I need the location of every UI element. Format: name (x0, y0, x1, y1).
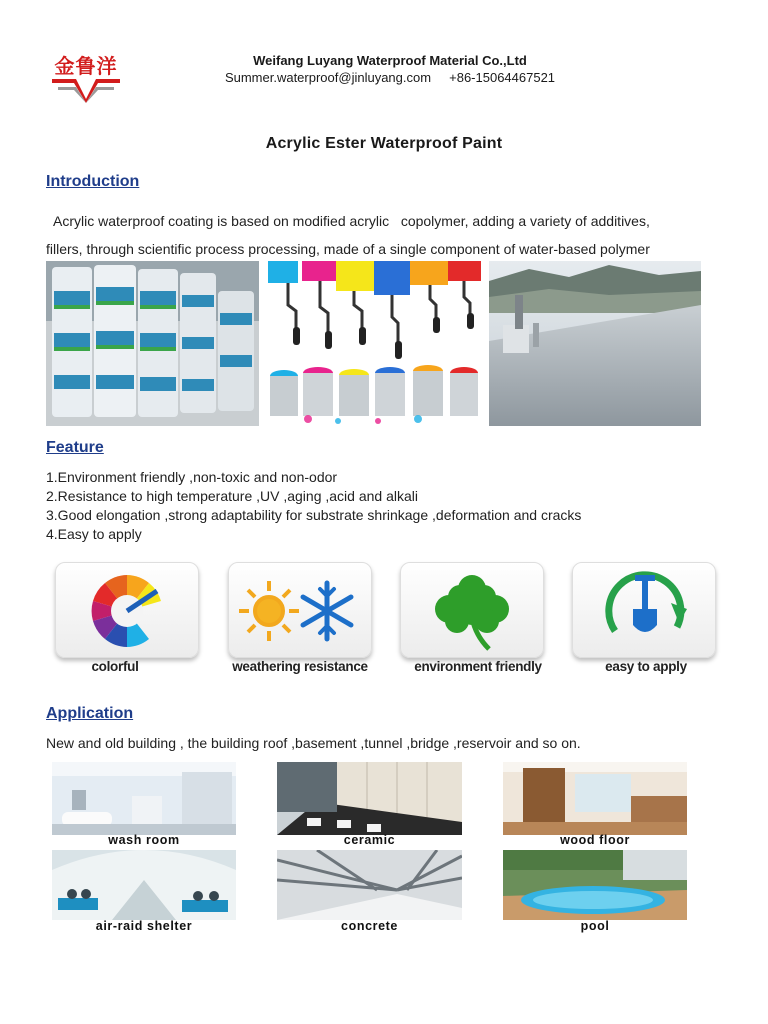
feature-card-colorful (55, 562, 199, 658)
caption-wood-floor: wood floor (560, 833, 630, 847)
section-heading-application: Application (46, 705, 134, 722)
caption-concrete: concrete (341, 919, 398, 933)
photo-wash-room (52, 762, 236, 835)
photo-paint-buckets (46, 261, 259, 426)
section-heading-feature: Feature (46, 439, 104, 456)
photo-paint-rollers (268, 261, 481, 426)
company-logo (46, 50, 126, 106)
feature-item-2: 2.Resistance to high temperature ,UV ,aging ,acid and alkali (46, 488, 418, 504)
feature-card-environment (400, 562, 544, 658)
contact-email: Summer.waterproof@jinluyang.com (224, 70, 432, 85)
sun-snowflake-icon (237, 577, 363, 645)
feature-item-4: 4.Easy to apply (46, 526, 142, 542)
feature-card-easy-apply (572, 562, 716, 658)
feature-caption-environment: environment friendly (414, 659, 542, 674)
caption-ceramic: ceramic (343, 833, 396, 847)
photo-concrete (277, 850, 462, 920)
feature-caption-easy-apply: easy to apply (605, 659, 687, 674)
photo-air-raid-shelter (52, 850, 236, 920)
clover-icon (427, 569, 517, 653)
contact-phone: +86-15064467521 (449, 70, 556, 85)
photo-wood-floor (503, 762, 687, 835)
section-heading-introduction: Introduction (46, 173, 140, 190)
photo-coated-roof (489, 261, 701, 426)
company-name: Weifang Luyang Waterproof Material Co.,Ltd (253, 53, 527, 68)
feature-caption-weathering: weathering resistance (232, 659, 368, 674)
application-text: New and old building , the building roof ,basement ,tunnel ,bridge ,reservoir and so on. (46, 735, 581, 751)
caption-wash-room: wash room (108, 833, 180, 847)
caption-pool: pool (580, 919, 610, 933)
logo-text: 金鲁洋 (54, 54, 118, 78)
intro-line-1: Acrylic waterproof coating is based on modified acrylic copolymer, adding a variety of additives, (46, 213, 650, 229)
logo-v-mark (52, 77, 120, 103)
feature-card-weathering (228, 562, 372, 658)
feature-item-1: 1.Environment friendly ,non-toxic and non-odor (46, 469, 338, 485)
intro-line-2: fillers, through scientific process processing, made of a single component of water-based polymer (46, 241, 650, 257)
color-wheel-icon (82, 571, 172, 649)
feature-item-3: 3.Good elongation ,strong adaptability for substrate shrinkage ,deformation and cracks (46, 507, 582, 523)
contact-line (140, 70, 640, 85)
caption-air-raid-shelter: air-raid shelter (95, 919, 193, 933)
document-title: Acrylic Ester Waterproof Paint (265, 135, 503, 152)
feature-caption-colorful: colorful (91, 659, 139, 674)
shovel-cycle-icon (595, 569, 693, 653)
photo-pool (503, 850, 687, 920)
photo-ceramic (277, 762, 462, 835)
